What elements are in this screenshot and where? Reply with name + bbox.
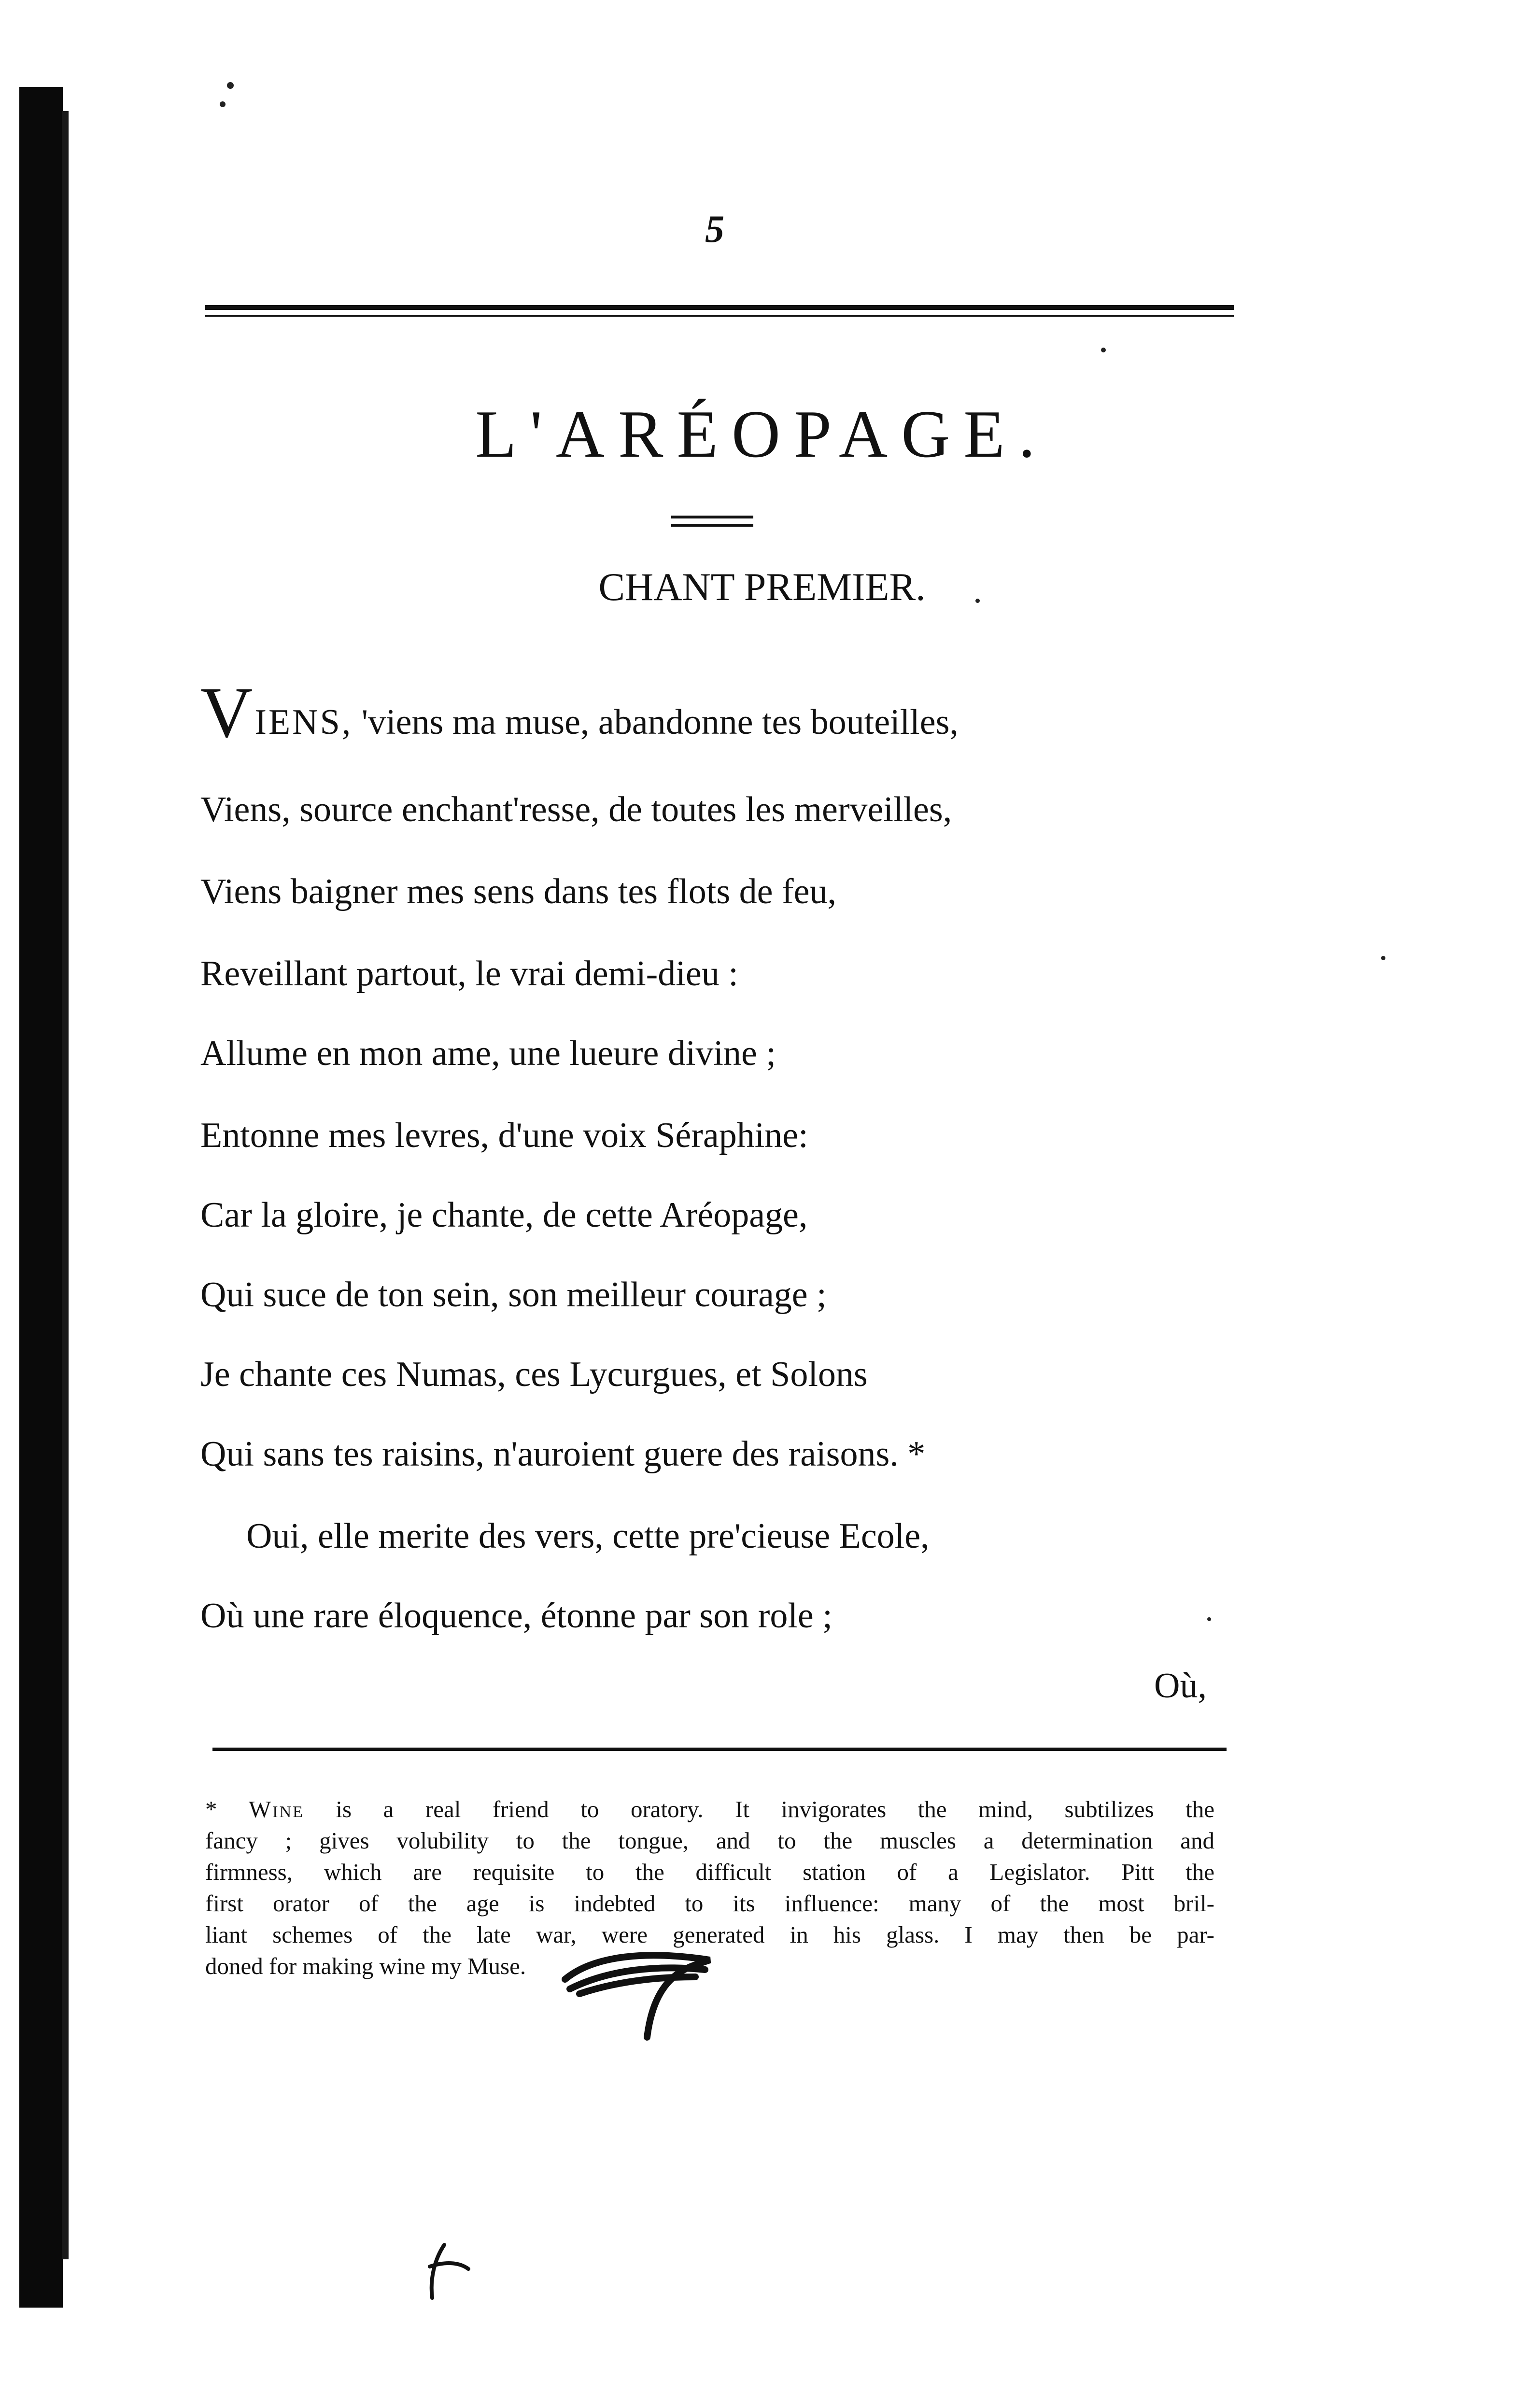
verse-line: Car la gloire, je chante, de cette Aréopage, <box>200 1195 808 1235</box>
handwritten-mark <box>415 2240 473 2303</box>
verse-line: Viens baigner mes sens dans tes flots de feu, <box>200 872 836 911</box>
footnote-line: fancy ; gives volubility to the tongue, and to the muscles a determination and <box>205 1827 1214 1854</box>
header-rule-thin <box>205 315 1234 317</box>
footnote-marker: * <box>205 1796 249 1822</box>
verse-line: Où une rare éloquence, étonne par son role ; <box>200 1596 833 1636</box>
ink-scribble <box>550 1936 734 2042</box>
verse-line: Entonne mes levres, d'une voix Séraphine: <box>200 1116 808 1155</box>
title-ornament-rule <box>671 516 753 518</box>
drop-cap: V <box>200 672 253 753</box>
footnote-rule <box>212 1748 1227 1751</box>
footnote-line-first <box>205 1793 1214 1825</box>
ink-speck <box>227 82 234 89</box>
ink-speck <box>1381 956 1385 960</box>
footnote-line: first orator of the age is indebted to its influence: many of the most bril- <box>205 1890 1214 1917</box>
ink-speck <box>220 101 226 107</box>
verse-line: Allume en mon ame, une lueure divine ; <box>200 1034 776 1073</box>
verse-line-indented: Oui, elle merite des vers, cette pre'cieuse Ecole, <box>246 1516 930 1556</box>
footnote-line: firmness, which are requisite to the difficult station of a Legislator. Pitt the <box>205 1859 1214 1885</box>
catchword: Où, <box>1154 1666 1207 1706</box>
header-rule <box>205 305 1234 310</box>
chant-heading: CHANT PREMIER. <box>598 565 926 609</box>
first-word-caps: IENS, <box>254 702 353 742</box>
page-number: 5 <box>705 208 724 251</box>
verse-line: Qui suce de ton sein, son meilleur courage ; <box>200 1275 827 1315</box>
title-ornament-rule <box>671 524 753 527</box>
ink-speck <box>1101 348 1106 352</box>
page-title: L'ARÉOPAGE. <box>475 397 1049 472</box>
verse-line: Viens, source enchant'resse, de toutes les merveilles, <box>200 790 952 829</box>
footnote-lead-word: Wine <box>249 1796 304 1822</box>
ink-speck <box>1207 1617 1211 1621</box>
verse-line-first <box>200 672 959 753</box>
footnote-text: is a real friend to oratory. It invigorates the mind, subtilizes the <box>304 1796 1215 1822</box>
verse-line: Je chante ces Numas, ces Lycurgues, et Solons <box>200 1355 868 1394</box>
footnote-line-last: doned for making wine my Muse. <box>205 1953 526 1979</box>
verse-line: Qui sans tes raisins, n'auroient guere des raisons. * <box>200 1434 926 1474</box>
footnote-line: liant schemes of the late war, were generated in his glass. I may then be par- <box>205 1921 1214 1948</box>
first-line-text: 'viens ma muse, abandonne tes bouteilles, <box>353 702 959 742</box>
verse-line: Reveillant partout, le vrai demi-dieu : <box>200 954 738 994</box>
